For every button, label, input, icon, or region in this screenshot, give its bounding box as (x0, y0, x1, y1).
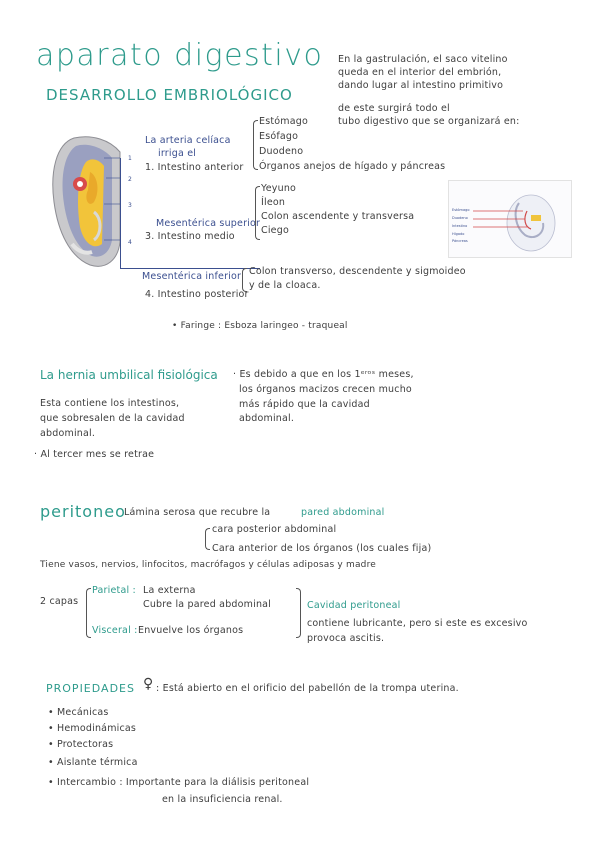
hernia-right-3: más rápido que la cavidad (239, 399, 370, 410)
posterior-brace (242, 268, 247, 292)
anterior-artery-line-2: irriga el (158, 148, 197, 159)
gut-diagram-label-2: Duodeno (452, 216, 468, 220)
peritoneo-brace (205, 528, 210, 550)
parietal-label: Parietal : (92, 585, 136, 596)
hernia-left-2: que sobresalen de la cavidad (40, 413, 185, 424)
medio-name: 3. Intestino medio (145, 231, 235, 242)
intro-line-2: queda en el interior del embrión, (338, 67, 502, 78)
hernia-heading: La hernia umbilical fisiológica (40, 368, 218, 382)
gut-diagram (448, 180, 572, 258)
anterior-item-1: Estómago (259, 116, 309, 127)
propiedad-item: • Aislante térmica (48, 757, 138, 768)
anterior-name: 1. Intestino anterior (145, 162, 244, 173)
propiedades-heading: PROPIEDADES (46, 682, 135, 695)
intro-line-1: En la gastrulación, el saco vitelino (338, 54, 508, 65)
medio-item-1: Yeyuno (261, 183, 297, 194)
posterior-name: 4. Intestino posterior (145, 289, 249, 300)
hernia-right-4: abdominal. (239, 413, 295, 424)
cavidad-line-1: contiene lubricante, pero si este es excesivo (307, 618, 528, 629)
figure-label-3: 3 (128, 202, 132, 209)
hernia-bullet: · Al tercer mes se retrae (34, 449, 155, 460)
anterior-brace (253, 120, 258, 170)
gut-diagram-label-4: Hígado (452, 232, 465, 236)
parietal-line-1: La externa (143, 585, 196, 596)
capas-label: 2 capas (40, 596, 79, 607)
hernia-right-1: · Es debido a que en los 1ᵉʳᵒˢ meses, (233, 369, 414, 380)
propiedad-intercambio-2: en la insuficiencia renal. (162, 794, 283, 805)
peritoneo-definition: Lámina serosa que recubre la (124, 507, 271, 518)
intro-line-4: de este surgirá todo el (338, 103, 450, 114)
figure-label-1: 1 (128, 155, 132, 162)
capas-brace (86, 588, 91, 638)
hernia-left-3: abdominal. (40, 428, 96, 439)
peritoneo-heading: peritoneo (40, 502, 126, 521)
cavidad-brace (296, 588, 301, 638)
medio-artery: Mesentérica superior (156, 218, 261, 229)
intro-line-3: dando lugar al intestino primitivo (338, 80, 504, 91)
posterior-line-2: y de la cloaca. (249, 280, 321, 291)
propiedades-note: : Está abierto en el orificio del pabellón de la trompa uterina. (156, 683, 459, 694)
anterior-item-2: Esófago (259, 131, 299, 142)
female-symbol-icon: ♀ (143, 676, 154, 692)
page-subtitle: DESARROLLO EMBRIOLÓGICO (46, 86, 293, 104)
peritoneo-tiene: Tiene vasos, nervios, linfocitos, macrófagos y células adiposas y madre (40, 560, 377, 570)
cavidad-line-2: provoca ascitis. (307, 633, 385, 644)
figure-label-2: 2 (128, 176, 132, 183)
figure-connector-bottom (120, 268, 260, 269)
page-title: aparato digestivo (36, 38, 324, 73)
gut-diagram-label-5: Páncreas (452, 239, 468, 243)
visceral-line-1: Envuelve los órganos (138, 625, 244, 636)
cavidad-heading: Cavidad peritoneal (307, 600, 401, 611)
faringe-note: • Faringe : Esboza laringeo - traqueal (172, 321, 348, 331)
gut-diagram-label-3: Intestino (452, 224, 468, 228)
peritoneo-bullet-2: Cara anterior de los órganos (los cuales fija) (212, 543, 432, 554)
propiedad-item: • Mecánicas (48, 707, 109, 718)
medio-item-3: Colon ascendente y transversa (261, 211, 415, 222)
propiedad-item: • Hemodinámicas (48, 723, 137, 734)
intro-line-5: tubo digestivo que se organizará en: (338, 116, 520, 127)
anterior-artery-line-1: La arteria celíaca (145, 135, 231, 146)
propiedad-intercambio-1: • Intercambio : Importante para la diálisis peritoneal (48, 777, 310, 788)
medio-item-2: Íleon (261, 197, 286, 208)
visceral-label: Visceral : (92, 625, 138, 636)
peritoneo-bullet-1: cara posterior abdominal (212, 524, 337, 535)
gut-diagram-label-1: Estómago (452, 208, 470, 212)
medio-item-4: Ciego (261, 225, 289, 236)
hernia-left-1: Esta contiene los intestinos, (40, 398, 180, 409)
anterior-item-4: Órganos anejos de hígado y páncreas (259, 161, 446, 172)
peritoneo-definition-highlight: pared abdominal (301, 507, 385, 518)
propiedad-item: • Protectoras (48, 739, 114, 750)
posterior-artery: Mesentérica inferior (142, 271, 242, 282)
figure-label-4: 4 (128, 239, 132, 246)
parietal-line-2: Cubre la pared abdominal (143, 599, 272, 610)
medio-brace (255, 186, 260, 240)
posterior-line-1: Colon transverso, descendente y sigmoideo (249, 266, 466, 277)
hernia-right-2: los órganos macizos crecen mucho (239, 384, 412, 395)
figure-connector (120, 158, 121, 268)
anterior-item-3: Duodeno (259, 146, 304, 157)
